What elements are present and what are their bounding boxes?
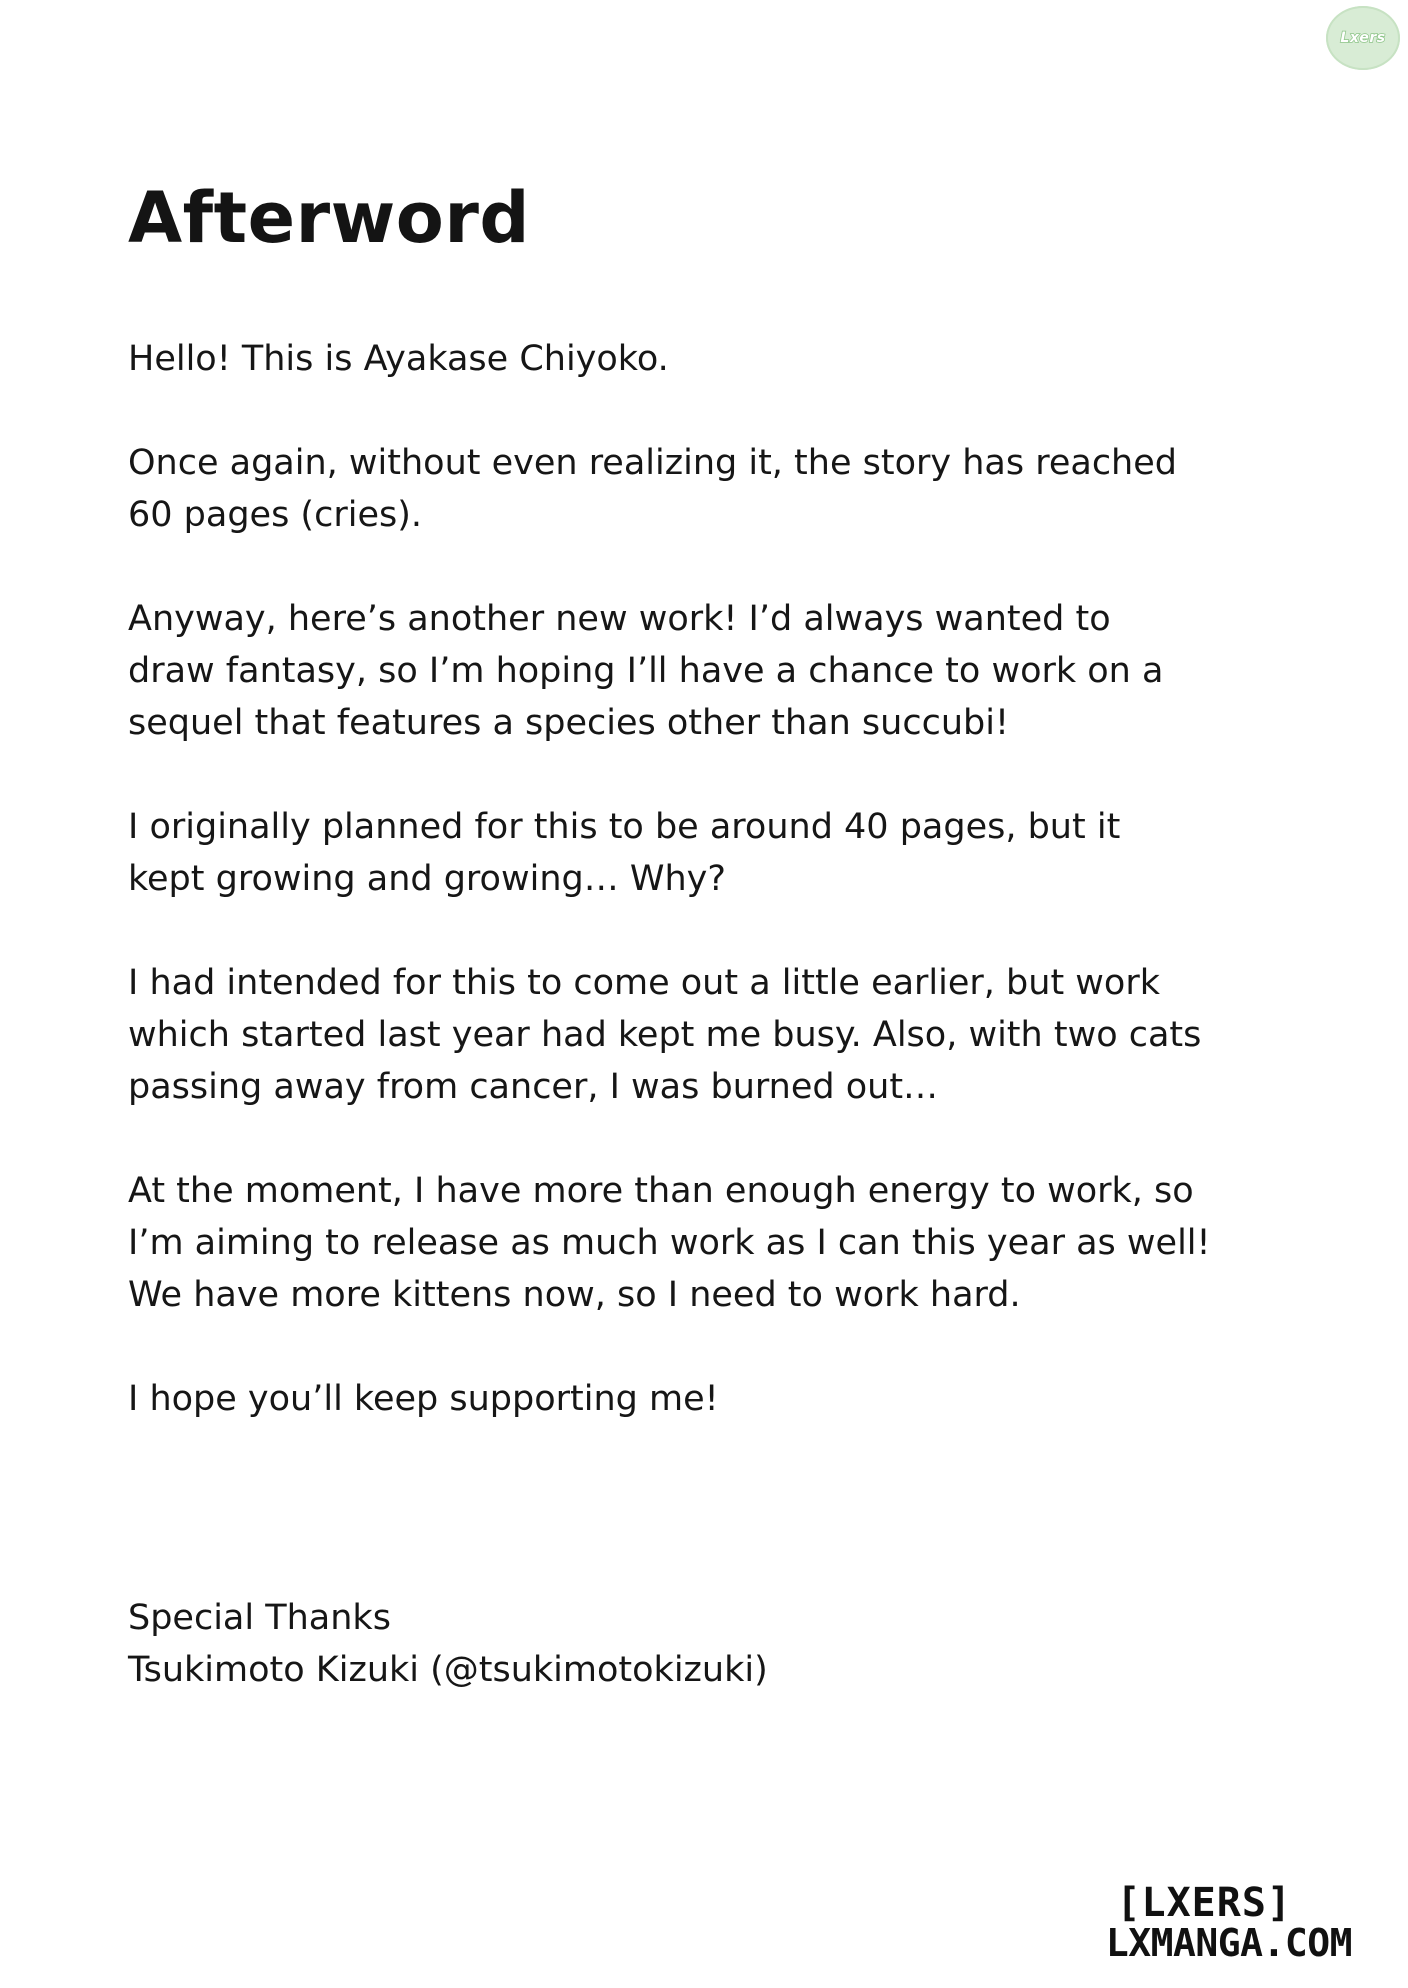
afterword-body xyxy=(128,333,1368,1477)
site-watermark-stamp xyxy=(1106,1882,1352,1964)
paragraph-3 xyxy=(128,593,1368,749)
paragraph-5 xyxy=(128,957,1368,1113)
stamp-domain: LXMANGA.COM xyxy=(1105,1921,1352,1966)
paragraph-line: I originally planned for this to be around 40 pages, but it xyxy=(128,807,1121,847)
paragraph-line: I hope you’ll keep supporting me! xyxy=(128,1379,719,1419)
page-title: Afterword xyxy=(128,177,530,259)
paragraph-line: I had intended for this to come out a little earlier, but work xyxy=(128,963,1161,1003)
special-thanks-name: Tsukimoto Kizuki (@tsukimotokizuki) xyxy=(128,1650,768,1690)
paragraph-2 xyxy=(128,437,1368,541)
special-thanks-heading: Special Thanks xyxy=(128,1598,391,1638)
paragraph-line: draw fantasy, so I’m hoping I’ll have a chance to work on a xyxy=(128,651,1164,691)
paragraph-line: 60 pages (cries). xyxy=(128,495,422,535)
paragraph-line: passing away from cancer, I was burned out… xyxy=(128,1067,939,1107)
paragraph-line: sequel that features a species other than succubi! xyxy=(128,703,1009,743)
special-thanks xyxy=(128,1592,768,1696)
paragraph-line: Once again, without even realizing it, the story has reached xyxy=(128,443,1177,483)
paragraph-line: At the moment, I have more than enough energy to work, so xyxy=(128,1171,1194,1211)
paragraph-7 xyxy=(128,1373,1368,1425)
paragraph-6 xyxy=(128,1165,1368,1321)
paragraph-line: We have more kittens now, so I need to work hard. xyxy=(128,1275,1021,1315)
paragraph-line: Hello! This is Ayakase Chiyoko. xyxy=(128,339,669,379)
paragraph-4 xyxy=(128,801,1368,905)
paragraph-line: kept growing and growing… Why? xyxy=(128,859,726,899)
paragraph-line: I’m aiming to release as much work as I can this year as well! xyxy=(128,1223,1211,1263)
site-logo-text: Lxers xyxy=(1340,30,1386,46)
paragraph-line: Anyway, here’s another new work! I’d always wanted to xyxy=(128,599,1111,639)
paragraph-line: which started last year had kept me busy. Also, with two cats xyxy=(128,1015,1202,1055)
stamp-brand: [LXERS] xyxy=(1116,1880,1292,1927)
paragraph-1 xyxy=(128,333,1368,385)
site-logo[interactable] xyxy=(1326,6,1400,70)
